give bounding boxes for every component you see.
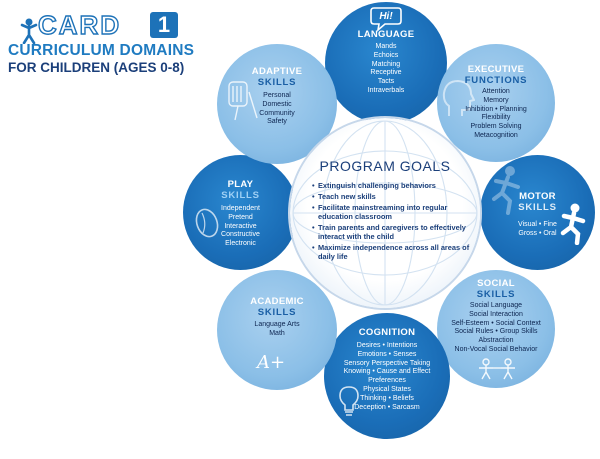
speech-bubble-text: Hi! [379,11,393,22]
domain-social-title-1: SOCIAL [477,278,515,289]
domain-play-title-2: SKILLS [221,190,260,201]
list-item: Problem Solving [470,123,522,131]
list-item: Domestic [262,100,292,108]
card-logo [10,10,185,40]
logo-number: 1 [150,12,178,38]
domain-motor-title-2: SKILLS [518,202,557,213]
goal-item: • Maximize independence across all areas of daily life [312,244,472,262]
page-subtitle: FOR CHILDREN (AGES 0-8) [8,60,185,75]
domain-language-title: LANGUAGE [357,29,415,40]
list-item: Sensory Perspective Taking [343,359,431,367]
list-item: Visual • Fine [518,221,557,228]
list-item: Pretend [228,213,253,221]
program-goals-title: PROGRAM GOALS [319,158,451,174]
list-item: Inhibition • Planning [465,105,527,113]
list-item: Receptive [370,69,402,77]
domain-motor-skills [480,155,595,270]
paper-dolls-icon [475,358,519,380]
domain-motor-items [480,221,595,239]
domain-social-title-2: SKILLS [476,289,516,300]
domain-cognition-items [324,342,450,412]
list-item: Social Interaction [469,310,523,318]
list-item: Abstraction [478,337,514,345]
goal-item: • Train parents and caregivers to effectively interact with the child [312,224,472,242]
domain-executive-items [437,88,555,141]
list-item: Intraverbals [367,86,405,94]
list-item: Language Arts [254,321,300,328]
list-item: Echoics [373,51,399,59]
logo-wordmark: CARD [38,10,122,40]
domain-academic-title-2: SKILLS [257,307,297,318]
list-item: Mands [375,43,397,50]
list-item: Flexibility [481,114,511,122]
list-item: Preferences [368,377,406,385]
list-item: Attention [482,88,510,95]
domain-cognition-title: COGNITION [358,327,416,338]
child-figure-icon [20,18,38,44]
list-item: Independent [221,205,260,212]
domain-play-title-1: PLAY [227,179,254,190]
goal-item: • Teach new skills [312,193,472,202]
list-item: Gross • Oral [518,229,557,237]
list-item: Constructive [221,231,260,239]
domain-language [325,2,447,124]
domain-executive-title-2: FUNCTIONS [464,75,528,86]
domain-executive-title-1: EXECUTIVE [467,64,525,75]
domain-academic-title-1: ACADEMIC [250,296,304,307]
page-title: CURRICULUM DOMAINS [8,42,195,59]
list-item: Desires • Intentions [356,342,418,349]
program-goals-list [312,182,472,264]
list-item: Deception • Sarcasm [354,403,420,411]
list-item: Self-Esteem • Social Context [451,319,541,327]
domain-social-items [437,302,555,355]
list-item: Interactive [224,222,257,230]
list-item: Electronic [225,240,256,248]
list-item: Physical States [363,385,411,393]
domain-social-skills [437,270,555,388]
domain-adaptive-title-1: ADAPTIVE [251,66,303,77]
list-item: Social Language [469,302,523,309]
list-item: Social Rules • Group Skills [454,328,538,336]
domain-play-skills [183,155,298,270]
list-item: Safety [267,118,287,126]
domain-adaptive-items [217,92,337,127]
domain-academic-items [217,321,337,339]
list-item: Metacognition [474,131,518,139]
list-item: Non-Vocal Social Behavior [454,345,538,353]
list-item: Memory [483,96,509,104]
domain-cognition [324,313,450,439]
list-item: Thinking • Beliefs [360,394,414,402]
goal-item: • Extinguish challenging behaviors [312,182,472,191]
domain-play-items [183,205,298,249]
a-plus-grade: A+ [257,352,286,373]
domain-language-items [325,43,447,96]
list-item: Matching [371,60,401,68]
list-item: Community [259,109,295,117]
list-item: Personal [263,92,291,99]
list-item: Emotions • Senses [357,350,417,358]
domain-motor-title-1: MOTOR [519,191,556,202]
domain-adaptive-title-2: SKILLS [257,77,297,88]
goal-item: • Facilitate mainstreaming into regular education classroom [312,204,472,222]
list-item: Knowing • Cause and Effect [343,368,431,376]
list-item: Math [269,329,285,337]
list-item: Tacts [377,78,395,86]
